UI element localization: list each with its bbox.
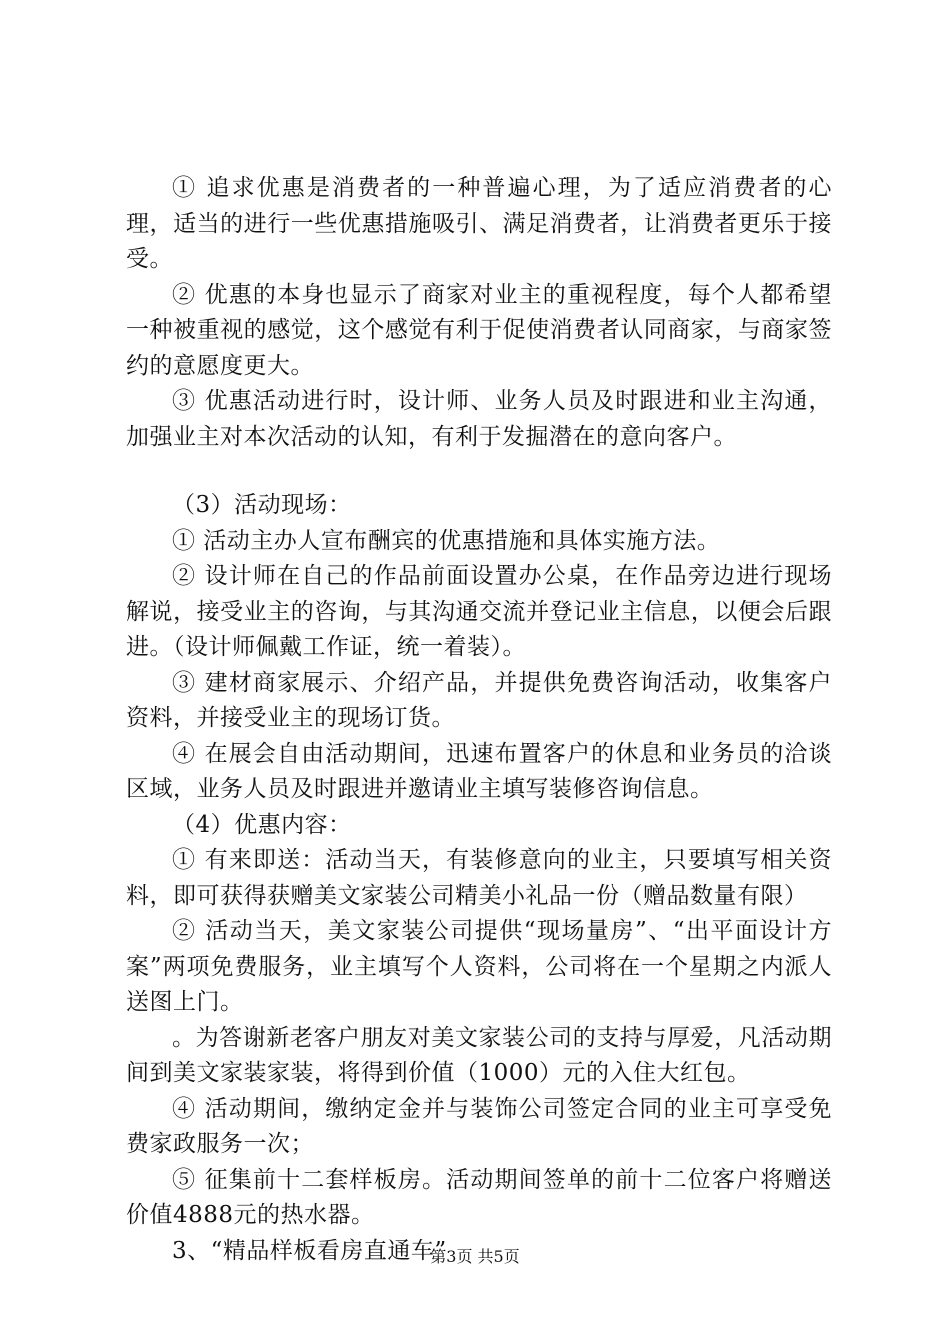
paragraph-gap	[126, 455, 832, 488]
paragraph-sample-houses: ⑤ 征集前十二套样板房。活动期间签单的前十二位客户将赠送价值4888元的热水器。	[126, 1166, 832, 1228]
paragraph-designer-desk: ② 设计师在自己的作品前面设置办公桌，在作品旁边进行现场解说，接受业主的咨询，与其沟通交流并登记业主信息，以便会后跟进。（设计师佩戴工作证，统一着装）。	[126, 563, 832, 660]
paragraph-discount-attention: ② 优惠的本身也显示了商家对业主的重视程度，每个人都希望一种被重视的感觉，这个感觉有利于促使消费者认同商家，与商家签约的意愿度更大。	[126, 281, 832, 379]
paragraph-red-packet: 。为答谢新老客户朋友对美文家装公司的支持与厚爱，凡活动期间到美文家装家装，将得到价值（1000）元的入住大红包。	[126, 1024, 832, 1086]
section-heading-shuttle: 3、“精品样板看房直通车”	[172, 1237, 447, 1264]
document-body	[126, 171, 832, 1269]
paragraph-discount-followup: ③ 优惠活动进行时，设计师、业务人员及时跟进和业主沟通，加强业主对本次活动的认知，有利于发掘潜在的意向客户。	[126, 388, 832, 450]
page-footer: 第3页 共5页	[430, 1247, 520, 1266]
paragraph-housekeeping: ④ 活动期间，缴纳定金并与装饰公司签定合同的业主可享受免费家政服务一次；	[126, 1095, 832, 1157]
paragraph-free-gift: ① 有来即送：活动当天，有装修意向的业主，只要填写相关资料，即可获得获赠美文家装公司精美小礼品一份（赠品数量有限）	[126, 847, 832, 909]
paragraph-discount-psychology: ① 追求优惠是消费者的一种普遍心理，为了适应消费者的心理，适当的进行一些优惠措施吸引、满足消费者，让消费者更乐于接受。	[126, 175, 832, 272]
paragraph-material-vendors: ③ 建材商家展示、介绍产品，并提供免费咨询活动，收集客户资料，并接受业主的现场订货。	[126, 669, 832, 731]
section-heading-event-site: （3）活动现场：	[172, 492, 352, 518]
paragraph-free-services: ② 活动当天，美文家装公司提供“现场量房”、“出平面设计方案”两项免费服务，业主填写个人资料，公司将在一个星期之内派人送图上门。	[126, 918, 832, 1015]
paragraph-host-announcement: ① 活动主办人宣布酬宾的优惠措施和具体实施方法。	[172, 527, 721, 554]
section-heading-offers: （4）优惠内容：	[172, 811, 352, 838]
paragraph-negotiation-area: ④ 在展会自由活动期间，迅速布置客户的休息和业务员的洽谈区域，业务人员及时跟进并邀请业主填写装修咨询信息。	[126, 740, 832, 802]
